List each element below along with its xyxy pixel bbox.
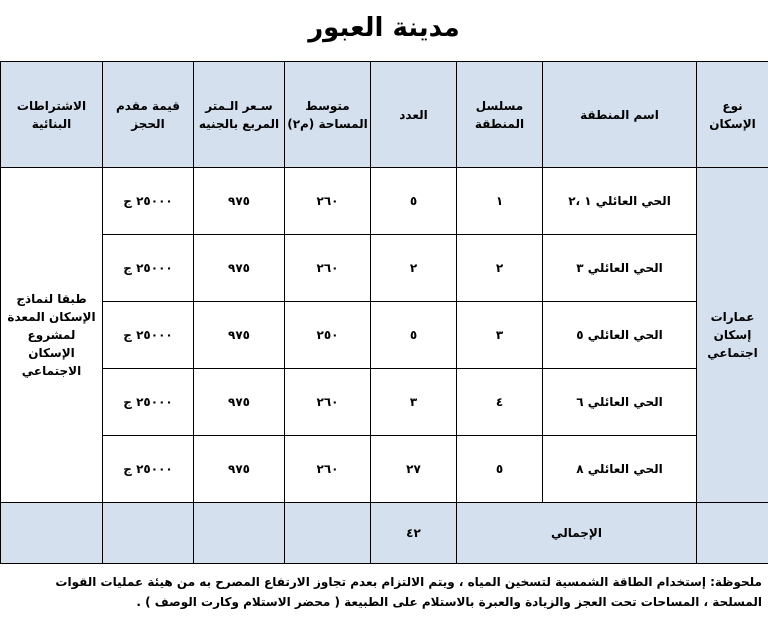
total-empty-cell (697, 503, 768, 564)
table-row (1, 168, 768, 235)
price-cell: ٩٧٥ (194, 168, 285, 235)
housing-table (0, 61, 768, 564)
area-name-cell: الحي العائلي ٨ (543, 436, 697, 503)
total-empty-cell (285, 503, 371, 564)
count-cell: ٥ (371, 302, 457, 369)
serial-cell: ١ (457, 168, 543, 235)
table-row (1, 235, 768, 302)
total-empty-cell (194, 503, 285, 564)
price-cell: ٩٧٥ (194, 369, 285, 436)
count-cell: ٢٧ (371, 436, 457, 503)
count-cell: ٢ (371, 235, 457, 302)
total-empty-cell (1, 503, 103, 564)
price-cell: ٩٧٥ (194, 436, 285, 503)
header-avg-area: متوسط المساحة (م٢) (285, 62, 371, 168)
total-row (1, 503, 768, 564)
header-count: العدد (371, 62, 457, 168)
footnote: ملحوظة: إستخدام الطاقة الشمسية لتسخين المياه ، ويتم الالتزام بعدم تجاوز الارتفاع المصرح به من هيئة عمليات القوات المسلحة ، المساحات تحت العجز والزيادة والعبرة بالاستلام على الطبيعة ( محضر الاستلام وكارت الوصف ) . (55, 575, 762, 609)
serial-cell: ٤ (457, 369, 543, 436)
table-row (1, 436, 768, 503)
count-cell: ٣ (371, 369, 457, 436)
avg-area-cell: ٢٦٠ (285, 369, 371, 436)
area-name-cell: الحي العائلي ٦ (543, 369, 697, 436)
down-payment-cell: ٢٥٠٠٠ ج (103, 235, 194, 302)
header-type: نوع الإسكان (697, 62, 768, 168)
header-price: سـعر الـمتر المربع بالجنيه (194, 62, 285, 168)
avg-area-cell: ٢٦٠ (285, 235, 371, 302)
area-name-cell: الحي العائلي ٥ (543, 302, 697, 369)
price-cell: ٩٧٥ (194, 302, 285, 369)
total-label: الإجمالي (457, 503, 697, 564)
down-payment-cell: ٢٥٠٠٠ ج (103, 436, 194, 503)
serial-cell: ٢ (457, 235, 543, 302)
avg-area-cell: ٢٥٠ (285, 302, 371, 369)
header-row (1, 62, 768, 168)
housing-type-cell: عمارات إسكان اجتماعي (697, 168, 768, 503)
count-cell: ٥ (371, 168, 457, 235)
table-row (1, 302, 768, 369)
avg-area-cell: ٢٦٠ (285, 436, 371, 503)
down-payment-cell: ٢٥٠٠٠ ج (103, 302, 194, 369)
table-row (1, 369, 768, 436)
serial-cell: ٥ (457, 436, 543, 503)
header-down-payment: قيمة مقدم الحجز (103, 62, 194, 168)
conditions-cell: طبقا لنماذج الإسكان المعدة لمشروع الإسكان الاجتماعي (1, 168, 103, 503)
total-empty-cell (103, 503, 194, 564)
serial-cell: ٣ (457, 302, 543, 369)
header-area-name: اسم المنطقة (543, 62, 697, 168)
total-count: ٤٢ (371, 503, 457, 564)
avg-area-cell: ٢٦٠ (285, 168, 371, 235)
area-name-cell: الحي العائلي ٣ (543, 235, 697, 302)
page-title: مدينة العبور (308, 13, 460, 43)
price-cell: ٩٧٥ (194, 235, 285, 302)
down-payment-cell: ٢٥٠٠٠ ج (103, 369, 194, 436)
header-serial: مسلسل المنطقة (457, 62, 543, 168)
header-conditions: الاشتراطات البنائية (1, 62, 103, 168)
area-name-cell: الحي العائلي ١ ،٢ (543, 168, 697, 235)
down-payment-cell: ٢٥٠٠٠ ج (103, 168, 194, 235)
